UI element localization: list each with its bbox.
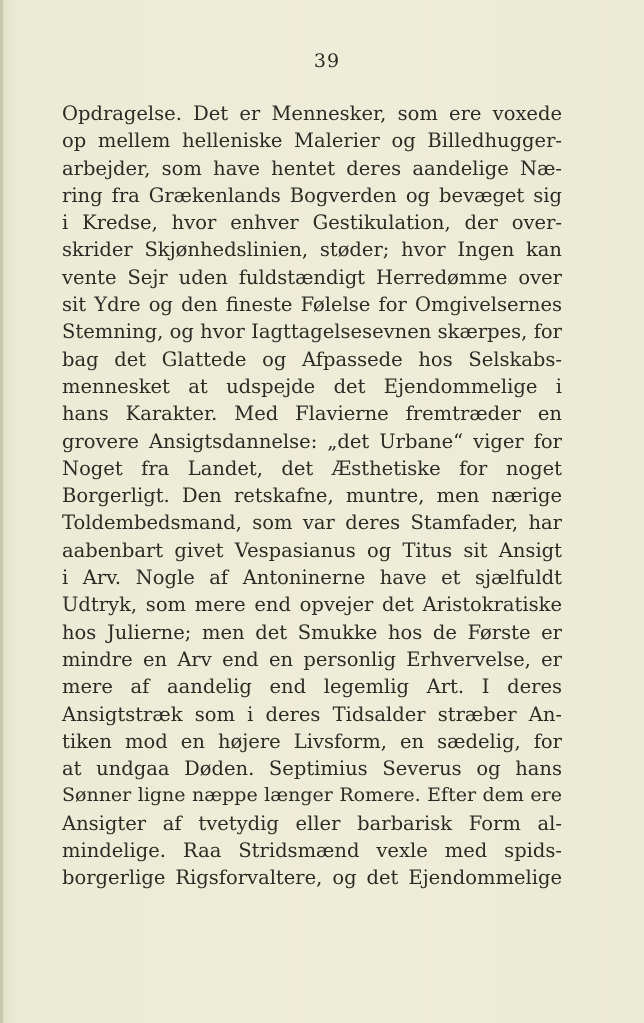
body-text <box>62 100 562 892</box>
text-line: skrider Skjønhedslinien, støder; hvor Ingen kan <box>62 238 562 262</box>
text-line: vente Sejr uden fuldstændigt Herredømme over <box>62 265 562 289</box>
text-line: i Kredse, hvor enhver Gestikulation, der over- <box>62 211 562 235</box>
text-line: Stemning, og hvor Iagttagelsesevnen skærpes, for <box>62 320 562 344</box>
text-line: tiken mod en højere Livsform, en sædelig, for <box>62 729 562 753</box>
text-line: bag det Glattede og Afpassede hos Selskabs- <box>62 347 562 371</box>
text-line: borgerlige Rigsforvaltere, og det Ejendommelige <box>62 866 562 890</box>
text-line: hos Julierne; men det Smukke hos de Første er <box>62 620 562 644</box>
text-line: Ansigter af tvetydig eller barbarisk Form al- <box>62 811 562 835</box>
text-line: mindelige. Raa Stridsmænd vexle med spids- <box>62 839 562 863</box>
text-line: Udtryk, som mere end opvejer det Aristokratiske <box>62 593 562 617</box>
text-line: ring fra Grækenlands Bogverden og bevæget sig <box>62 183 562 207</box>
text-line: Toldembedsmand, som var deres Stamfader, har <box>62 511 562 535</box>
text-line: mindre en Arv end en personlig Erhvervelse, er <box>62 647 562 671</box>
text-line: Borgerligt. Den retskafne, muntre, men nærige <box>62 484 562 508</box>
text-line: aabenbart givet Vespasianus og Titus sit Ansigt <box>62 538 562 562</box>
text-line: at undgaa Døden. Septimius Severus og hans <box>62 757 562 781</box>
text-line: grovere Ansigtsdannelse: „det Urbane“ viger for <box>62 429 562 453</box>
text-line: mere af aandelig end legemlig Art. I deres <box>62 675 562 699</box>
text-line: Ansigtstræk som i deres Tidsalder stræber An- <box>62 702 562 726</box>
text-line: op mellem helleniske Malerier og Billedhugger- <box>62 129 562 153</box>
text-line: arbejder, som have hentet deres aandelige Næ- <box>62 156 562 180</box>
page-number: 39 <box>313 50 341 72</box>
page-gutter <box>0 0 3 1023</box>
text-line: i Arv. Nogle af Antoninerne have et sjælfuldt <box>62 566 562 590</box>
text-line: mennesket at udspejde det Ejendommelige i <box>62 374 562 398</box>
text-line: hans Karakter. Med Flavierne fremtræder en <box>62 402 562 426</box>
text-line: Sønner ligne næppe længer Romere. Efter dem ere <box>62 784 562 807</box>
text-line: Opdragelse. Det er Mennesker, som ere voxede <box>62 102 562 125</box>
text-line: Noget fra Landet, det Æsthetiske for noget <box>62 456 562 480</box>
text-line: sit Ydre og den fineste Følelse for Omgivelsernes <box>62 293 562 317</box>
